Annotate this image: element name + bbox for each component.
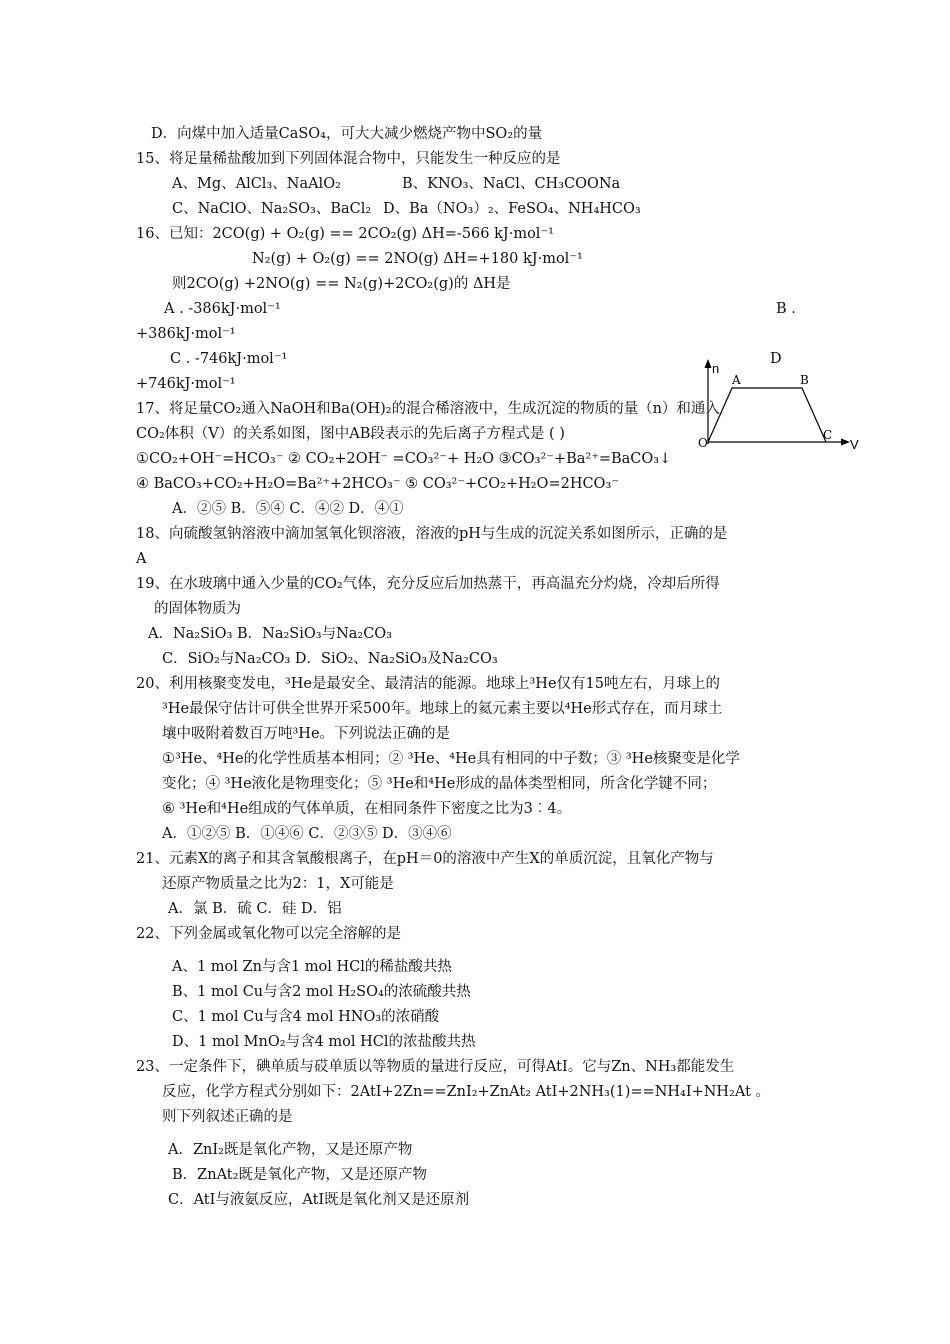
text-line: 则下列叙述正确的是 [162,1109,293,1125]
text-line: A．ZnI₂既是氧化产物，又是还原产物 [168,1142,413,1158]
precipitate-graph [694,356,869,456]
text-line: A．Na₂SiO₃ B．Na₂SiO₃与Na₂CO₃ [148,626,393,642]
text-line: ④ BaCO₃+CO₂+H₂O=Ba²⁺+2HCO₃⁻ ⑤ CO₃²⁻+CO₂+H₂O=2HCO₃⁻ [136,476,619,492]
text-line: 17、将足量CO₂通入NaOH和Ba(OH)₂的混合稀溶液中，生成沉淀的物质的量（n）和通入 [136,401,720,417]
text-line: ⑥ ³He和⁴He组成的气体单质，在相同条件下密度之比为3︰4。 [162,801,572,817]
point-a-label: A [732,373,741,387]
text-line: 反应，化学方程式分别如下：2AtI+2Zn==ZnI₂+ZnAt₂ AtI+2NH₃(1)==NH₄I+NH₂At 。 [162,1084,771,1100]
text-line: 壤中吸附着数百万吨³He。下列说法正确的是 [162,726,451,742]
text-line: A．氯 B．硫 C．硅 D．铝 [168,901,342,917]
text-line: 22、下列金属或氧化物可以完全溶解的是 [136,926,401,942]
text-line: 23、一定条件下，碘单质与砹单质以等物质的量进行反应，可得AtI。它与Zn、NH₃都能发生 [136,1059,735,1075]
text-line: 还原产物质量之比为2：1，X可能是 [162,876,394,892]
text-line: 21、元素X的离子和其含氧酸根离子，在pH＝0的溶液中产生X的单质沉淀，且氧化产物与 [136,851,714,867]
text-line: D [770,351,782,367]
point-b-label: B [800,373,809,387]
text-line: 16、已知：2CO(g) + O₂(g) == 2CO₂(g) ΔH=-566 kJ·mol⁻¹ [136,226,554,242]
text-line: 19、在水玻璃中通入少量的CO₂气体，充分反应后加热蒸干，再高温充分灼烧，冷却后所得 [136,576,720,592]
text-line: 20、利用核聚变发电，³He是最安全、最清洁的能源。地球上³He仅有15吨左右，月球上的 [136,676,720,692]
text-line: A、1 mol Zn与含1 mol HCl的稀盐酸共热 [172,959,452,975]
text-line: 变化；④ ³He液化是物理变化；⑤ ³He和⁴He形成的晶体类型相同，所含化学键不同； [162,776,717,792]
text-line: C．AtI与液氨反应，AtI既是氧化剂又是还原剂 [168,1192,470,1208]
text-line: A．②⑤ B．⑤④ C．④② D．④① [172,501,404,517]
text-line: B、1 mol Cu与含2 mol H₂SO₄的浓硫酸共热 [172,984,471,1000]
text-line: ①³He、⁴He的化学性质基本相同；② ³He、⁴He具有相同的中子数；③ ³He核聚变是化学 [162,751,740,767]
text-line: B．ZnAt₂既是氧化产物，又是还原产物 [172,1167,427,1183]
text-line: 则2CO(g) +2NO(g) == N₂(g)+2CO₂(g)的 ΔH是 [172,276,511,292]
text-line: D、Ba（NO₃）₂、FeSO₄、NH₄HCO₃ [383,201,641,217]
text-line: 18、向硫酸氢钠溶液中滴加氢氧化钡溶液，溶液的pH与生成的沉淀关系如图所示，正确的是 [136,526,728,542]
origin-label: O [698,436,708,450]
text-line: B、KNO₃、NaCl、CH₃COONa [402,176,621,192]
text-line: A [136,551,147,567]
text-line: +746kJ·mol⁻¹ [136,376,236,392]
text-line: C . -746kJ·mol⁻¹ [170,351,288,367]
v-axis-arrow [841,439,850,446]
text-line: D．向煤中加入适量CaSO₄，可大大减少燃烧产物中SO₂的量 [151,126,543,142]
text-line: CO₂体积（V）的关系如图，图中AB段表示的先后离子方程式是 ( ) [136,426,565,442]
point-c-label: C [823,428,833,442]
text-line: ³He最保守估计可供全世界开采500年。地球上的氦元素主要以⁴He形式存在，而月球土 [162,701,723,717]
text-line: N₂(g) + O₂(g) == 2NO(g) ΔH=+180 kJ·mol⁻¹ [252,251,583,267]
text-line: B . [776,301,796,317]
text-line: D、1 mol MnO₂与含4 mol HCl的浓盐酸共热 [172,1034,476,1050]
text-line: A . -386kJ·mol⁻¹ [164,301,281,317]
text-line: A．①②⑤ B．①④⑥ C．②③⑤ D．③④⑥ [162,826,452,842]
text-line: A、Mg、AlCl₃、NaAlO₂ [172,176,341,192]
precipitate-curve [708,388,826,442]
text-line: C．SiO₂与Na₂CO₃ D．SiO₂、Na₂SiO₃及Na₂CO₃ [162,651,498,667]
text-line: 的固体物质为 [154,601,241,617]
text-line: C、NaClO、Na₂SO₃、BaCl₂ [172,201,372,217]
text-line: +386kJ·mol⁻¹ [136,326,236,342]
n-axis-label: n [712,361,720,376]
text-line: ①CO₂+OH⁻=HCO₃⁻ ② CO₂+2OH⁻ =CO₃²⁻+ H₂O ③CO₃²⁻+Ba²⁺=BaCO₃↓ [136,451,672,467]
n-axis-arrow [705,359,712,368]
text-line: C、1 mol Cu与含4 mol HNO₃的浓硝酸 [172,1009,440,1025]
text-line: 15、将足量稀盐酸加到下列固体混合物中，只能发生一种反应的是 [136,151,561,167]
v-axis-label: V [850,437,859,452]
